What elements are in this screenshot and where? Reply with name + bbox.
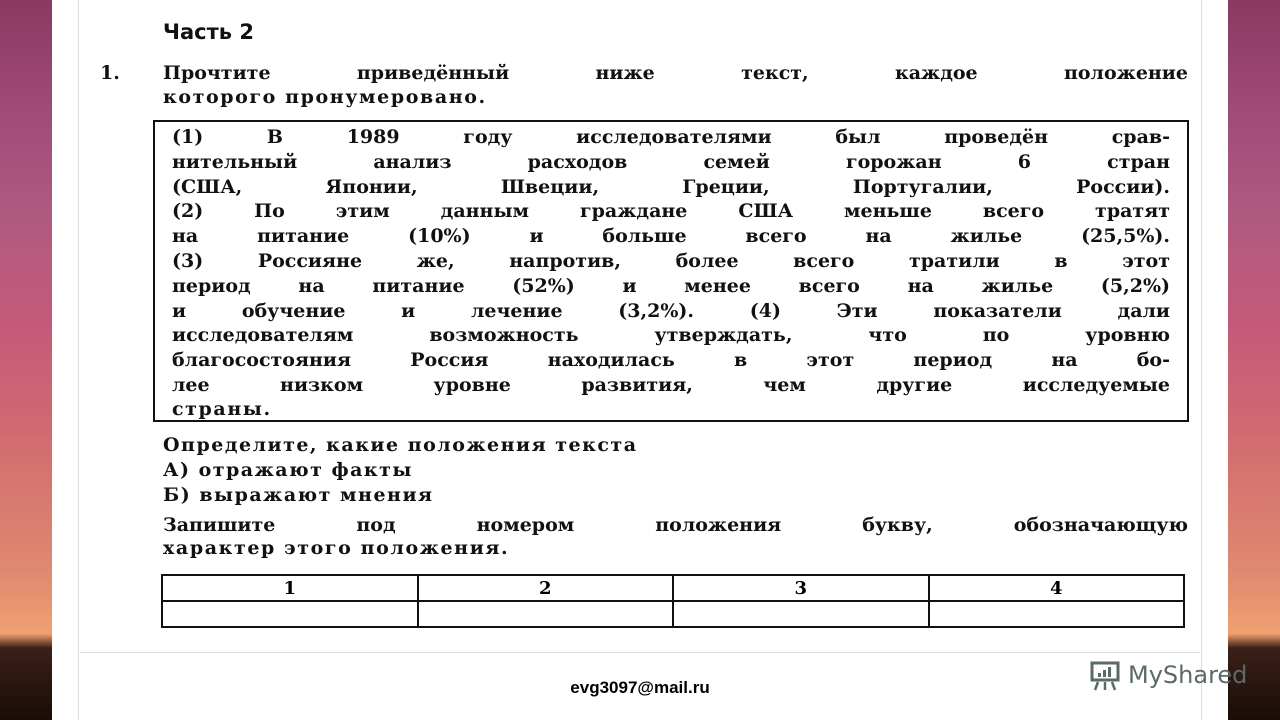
write-instruction: Запишите под номером положения букву, обозначающую bbox=[163, 514, 1188, 536]
text-line: (1) В 1989 году исследователями был проведён срав- bbox=[172, 126, 1170, 148]
answer-cell[interactable] bbox=[929, 601, 1185, 627]
background-strip-left bbox=[0, 0, 52, 720]
question-option-b: Б) выражают мнения bbox=[163, 484, 434, 506]
text-line: нительный анализ расходов семей горожан 6 стран bbox=[172, 150, 1170, 173]
answer-cell[interactable] bbox=[162, 601, 418, 627]
write-instruction: характер этого положения. bbox=[163, 537, 510, 559]
question-option-a: А) отражают факты bbox=[163, 459, 413, 481]
presentation-icon bbox=[1088, 658, 1122, 692]
instruction-line: Прочтите приведённый ниже текст, каждое положение bbox=[163, 62, 1188, 84]
text-line: благосостояния Россия находилась в этот период на бо- bbox=[172, 349, 1170, 372]
answer-table bbox=[161, 574, 1185, 628]
text-line: на питание (10%) и больше всего на жилье (25,5%). bbox=[172, 225, 1170, 248]
footer-email: evg3097@mail.ru bbox=[570, 678, 710, 697]
task-number: 1. bbox=[100, 62, 120, 84]
divider bbox=[80, 652, 1200, 653]
text-line: (США, Японии, Швеции, Греции, Португалии, России). bbox=[172, 175, 1170, 198]
question-line: Определите, какие положения текста bbox=[163, 434, 638, 456]
text-line: лее низком уровне развития, чем другие исследуемые bbox=[172, 374, 1170, 396]
instruction-line: которого пронумеровано. bbox=[163, 86, 487, 108]
text-line: исследователям возможность утверждать, что по уровню bbox=[172, 324, 1170, 347]
text-line: и обучение и лечение (3,2%). (4) Эти показатели дали bbox=[172, 299, 1170, 322]
watermark-text: MyShared bbox=[1128, 661, 1248, 689]
table-header: 4 bbox=[929, 575, 1185, 601]
text-line: страны. bbox=[172, 397, 272, 420]
text-line: (3) Россияне же, напротив, более всего тратили в этот bbox=[172, 250, 1170, 272]
table-header: 3 bbox=[673, 575, 929, 601]
answer-cell[interactable] bbox=[673, 601, 929, 627]
background-strip-right bbox=[1228, 0, 1280, 720]
table-header: 2 bbox=[418, 575, 674, 601]
answer-cell[interactable] bbox=[418, 601, 674, 627]
text-line: (2) По этим данным граждане США меньше всего тратят bbox=[172, 200, 1170, 223]
section-heading: Часть 2 bbox=[163, 20, 254, 44]
text-line: период на питание (52%) и менее всего на жилье (5,2%) bbox=[172, 274, 1170, 297]
myshared-logo bbox=[1088, 658, 1247, 692]
table-header: 1 bbox=[162, 575, 418, 601]
